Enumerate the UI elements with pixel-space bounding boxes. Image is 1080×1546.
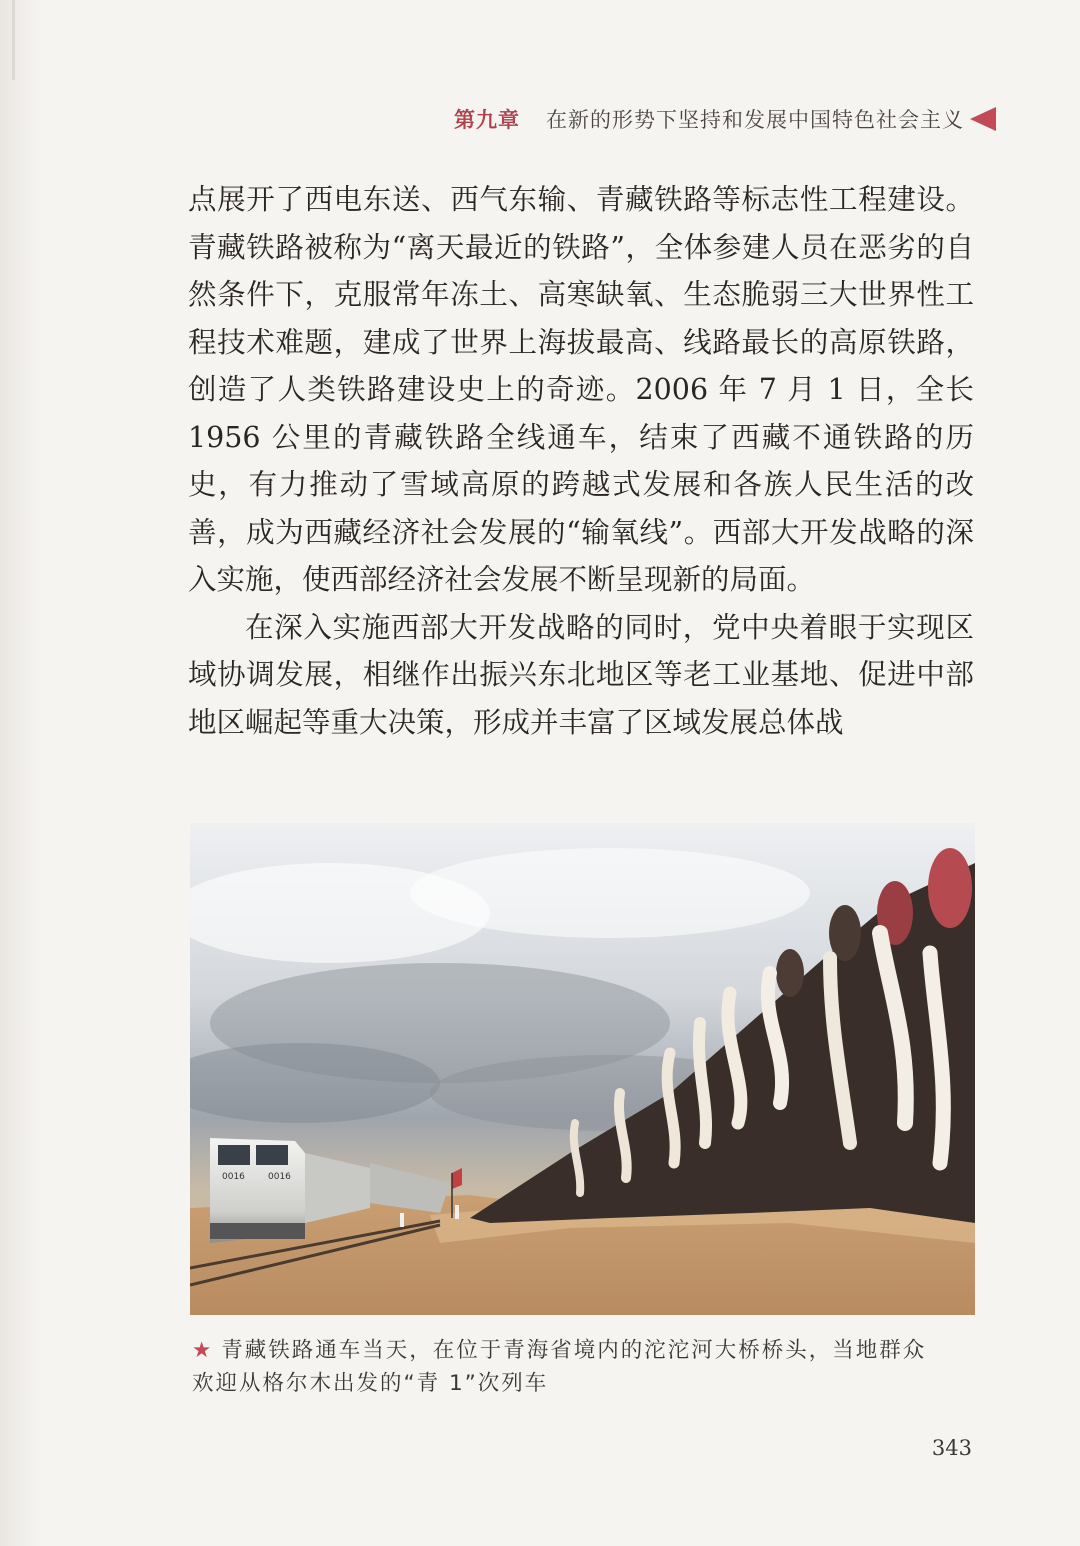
locomotive-base (210, 1223, 305, 1239)
page-number: 343 (931, 1436, 972, 1460)
person (776, 949, 804, 997)
headscarf (928, 848, 972, 928)
chapter-number: 第九章 (454, 108, 520, 132)
chapter-title: 在新的形势下坚持和发展中国特色社会主义 (546, 108, 964, 132)
caption-line-2: 欢迎从格尔木出发的“青 1”次列车 (192, 1371, 549, 1396)
track-marker (400, 1213, 404, 1227)
paragraph-1: 点展开了西电东送、西气东输、青藏铁路等标志性工程建设。青藏铁路被称为“离天最近的铁路”，全体参建人员在恶劣的自然条件下，克服常年冻土、高寒缺氧、生态脆弱三大世界性工程技术难题，建成了世界上海拔最高、线路最长的高原铁路，创造了人类铁路建设史上的奇迹。2006 年 7 月 1 日，全长 1956 公里的青藏铁路全线通车，结束了西藏不通铁路的历史，有力推动了雪域高原的跨越式发展和各族人民生活的改善，成为西藏经济社会发展的“输氧线”。西部大开发战略的深入实施，使西部经济社会发展不断呈现新的局面。 (188, 183, 974, 596)
cab-window (218, 1145, 250, 1165)
page-edge-shadow (0, 0, 40, 1546)
figure-caption (192, 1334, 974, 1400)
star-icon: ★ (192, 1338, 214, 1363)
paragraph-2: 在深入实施西部大开发战略的同时，党中央着眼于实现区域协调发展，相继作出振兴东北地区等老工业基地、促进中部地区崛起等重大决策，形成并丰富了区域发展总体战 (188, 610, 974, 739)
triangle-marker-icon (970, 107, 996, 131)
caption-line-1 (192, 1334, 974, 1367)
khata-scarf (699, 1023, 706, 1143)
body-text (188, 176, 974, 746)
train-number: 0016 (222, 1172, 245, 1182)
page-fold-mark (12, 0, 15, 80)
track-marker (455, 1205, 459, 1219)
railway-photo (190, 823, 975, 1315)
train-number: 0016 (268, 1172, 291, 1182)
caption-text-1: 青藏铁路通车当天，在位于青海省境内的沱沱河大桥桥头，当地群众 (221, 1338, 927, 1363)
cloud (410, 848, 810, 938)
cab-window (256, 1145, 288, 1165)
running-header (454, 104, 996, 134)
photo-illustration (190, 823, 975, 1315)
